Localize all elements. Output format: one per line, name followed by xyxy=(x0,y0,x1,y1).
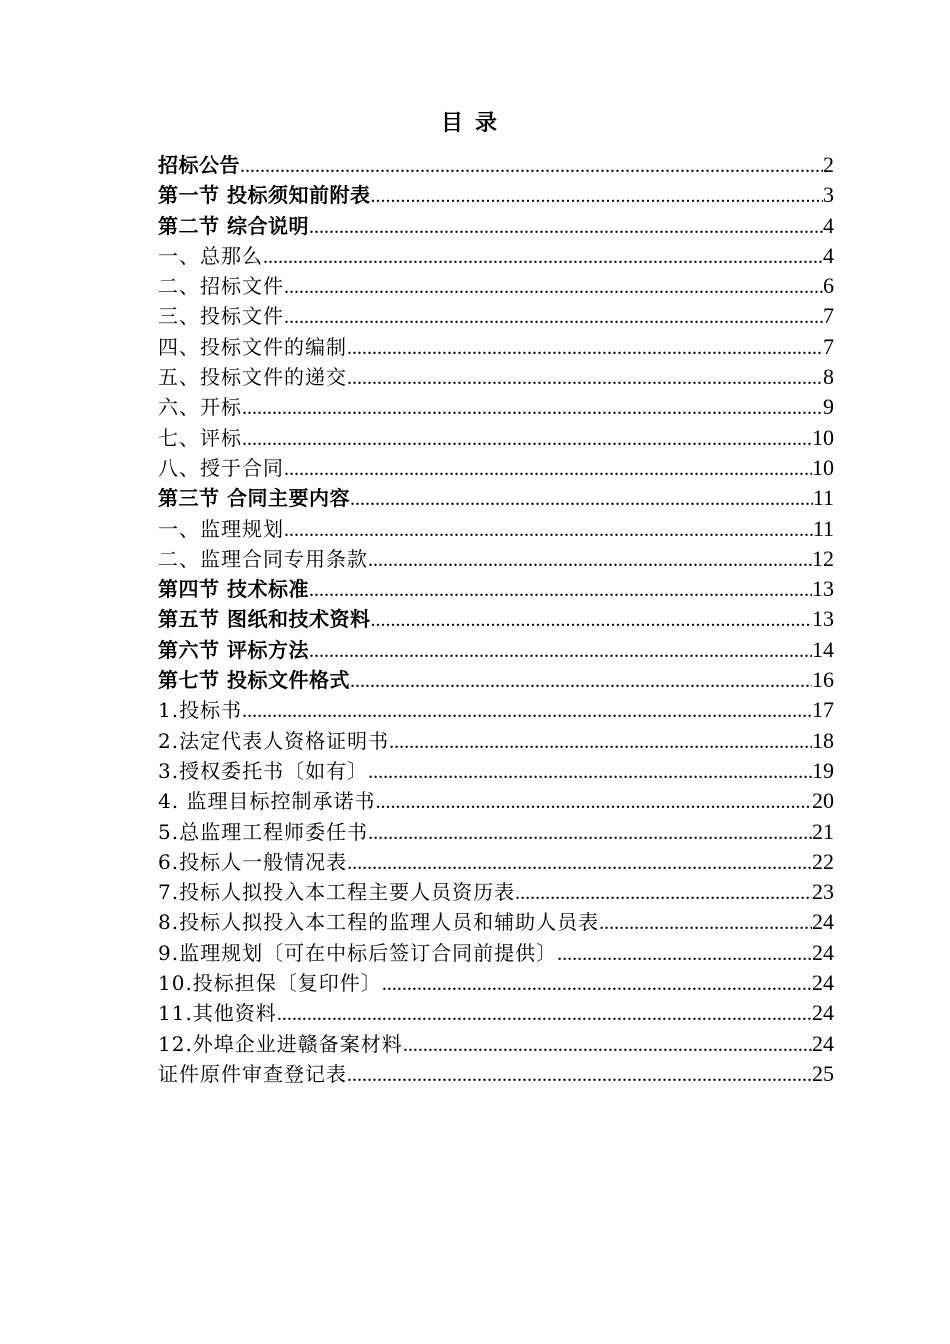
toc-entry-label: 9.监理规划〔可在中标后签订合同前提供〕 xyxy=(158,940,558,965)
toc-entry[interactable] xyxy=(158,423,834,453)
toc-entry[interactable] xyxy=(158,786,834,816)
toc-dot-leader xyxy=(284,454,812,483)
toc-entry-page-number: 14 xyxy=(812,636,834,662)
toc-entry-page-number: 25 xyxy=(812,1060,834,1086)
toc-dot-leader xyxy=(242,393,823,422)
toc-entry-page-number: 19 xyxy=(812,757,834,783)
toc-entry-label: 3.授权委托书〔如有〕 xyxy=(158,758,369,783)
toc-entry-page-number: 3 xyxy=(823,182,834,208)
toc-dot-leader xyxy=(368,545,812,574)
toc-entry[interactable] xyxy=(158,211,834,241)
toc-dot-leader xyxy=(515,878,812,907)
toc-entry-label: 五、投标文件的递交 xyxy=(158,365,347,390)
toc-dot-leader xyxy=(240,151,823,180)
toc-entry-label: 四、投标文件的编制 xyxy=(158,334,347,359)
toc-entry-label: 第六节 评标方法 xyxy=(158,637,309,662)
toc-entry[interactable] xyxy=(158,241,834,271)
toc-entry-page-number: 11 xyxy=(812,515,834,541)
toc-dot-leader xyxy=(368,818,812,847)
toc-entry-page-number: 20 xyxy=(812,788,834,814)
toc-entry[interactable] xyxy=(158,847,834,877)
toc-dot-leader xyxy=(347,848,812,877)
toc-entry-page-number: 4 xyxy=(823,212,834,238)
toc-entry-label: 八、授于合同 xyxy=(158,455,284,480)
toc-entry-label: 招标公告 xyxy=(158,153,240,177)
toc-dot-leader xyxy=(347,363,823,392)
toc-entry-label: 10.投标担保〔复印件〕 xyxy=(158,971,382,996)
toc-entry[interactable] xyxy=(158,968,834,998)
toc-entry-page-number: 22 xyxy=(812,848,834,874)
toc-entry-label: 1.投标书 xyxy=(158,698,243,723)
toc-entry-label: 第五节 图纸和技术资料 xyxy=(158,607,371,632)
toc-dot-leader xyxy=(350,666,812,695)
toc-dot-leader xyxy=(347,333,823,362)
toc-entry[interactable] xyxy=(158,938,834,968)
toc-entry[interactable] xyxy=(158,907,834,937)
toc-entry[interactable] xyxy=(158,817,834,847)
toc-entry-page-number: 8 xyxy=(823,364,834,390)
toc-dot-leader xyxy=(242,696,812,725)
toc-dot-leader xyxy=(277,999,812,1028)
toc-entry-label: 11.其他资料 xyxy=(158,1001,277,1026)
toc-entry[interactable] xyxy=(158,635,834,665)
toc-dot-leader xyxy=(263,242,823,271)
toc-entry[interactable] xyxy=(158,301,834,331)
toc-title: 目录 xyxy=(440,110,509,136)
toc-entry-label: 三、投标文件 xyxy=(158,304,284,329)
toc-entry-page-number: 24 xyxy=(812,939,834,965)
toc-entry-page-number: 13 xyxy=(812,606,834,632)
toc-entry[interactable] xyxy=(158,1029,834,1059)
toc-dot-leader xyxy=(389,727,812,756)
toc-dot-leader xyxy=(375,787,812,816)
toc-entry[interactable] xyxy=(158,604,834,634)
toc-list xyxy=(158,150,834,1089)
toc-entry[interactable] xyxy=(158,180,834,210)
toc-entry-label: 7.投标人拟投入本工程主要人员资历表 xyxy=(158,880,516,905)
toc-entry[interactable] xyxy=(158,150,834,180)
toc-entry-label: 2.法定代表人资格证明书 xyxy=(158,728,390,753)
toc-entry-page-number: 24 xyxy=(812,909,834,935)
toc-entry[interactable] xyxy=(158,362,834,392)
toc-entry-page-number: 10 xyxy=(812,424,834,450)
toc-entry-label: 第一节 投标须知前附表 xyxy=(158,183,371,208)
toc-entry-page-number: 24 xyxy=(812,1030,834,1056)
toc-entry-page-number: 17 xyxy=(812,697,834,723)
toc-dot-leader xyxy=(599,908,812,937)
toc-entry-page-number: 18 xyxy=(812,727,834,753)
toc-entry-label: 六、开标 xyxy=(158,395,242,420)
toc-dot-leader xyxy=(242,424,812,453)
toc-entry[interactable] xyxy=(158,574,834,604)
toc-entry-label: 第二节 综合说明 xyxy=(158,213,309,238)
toc-entry[interactable] xyxy=(158,1059,834,1089)
toc-entry-page-number: 12 xyxy=(812,545,834,571)
toc-entry[interactable] xyxy=(158,544,834,574)
toc-dot-leader xyxy=(370,605,812,634)
toc-entry[interactable] xyxy=(158,998,834,1028)
toc-entry-page-number: 2 xyxy=(823,152,834,177)
toc-dot-leader xyxy=(309,575,812,604)
toc-entry-label: 一、监理规划 xyxy=(158,516,284,541)
toc-entry-label: 第七节 投标文件格式 xyxy=(158,668,350,693)
toc-entry-page-number: 24 xyxy=(812,970,834,996)
toc-entry-label: 二、招标文件 xyxy=(158,274,284,299)
toc-entry-label: 二、监理合同专用条款 xyxy=(158,546,368,571)
toc-entry-label: 第三节 合同主要内容 xyxy=(158,486,350,511)
toc-dot-leader xyxy=(557,939,812,968)
toc-entry-label: 12.外埠企业进赣备案材料 xyxy=(158,1031,403,1056)
toc-entry[interactable] xyxy=(158,726,834,756)
toc-dot-leader xyxy=(350,484,813,513)
toc-entry[interactable] xyxy=(158,665,834,695)
toc-entry-page-number: 21 xyxy=(812,818,834,844)
toc-dot-leader xyxy=(284,272,823,301)
toc-dot-leader xyxy=(368,757,812,786)
toc-entry-label: 6.投标人一般情况表 xyxy=(158,849,348,874)
toc-dot-leader xyxy=(284,515,813,544)
toc-entry[interactable] xyxy=(158,453,834,483)
toc-entry[interactable] xyxy=(158,756,834,786)
toc-dot-leader xyxy=(284,302,823,331)
toc-dot-leader xyxy=(382,969,812,998)
toc-entry-label: 一、总那么 xyxy=(158,243,263,268)
toc-entry-label: 七、评标 xyxy=(158,425,242,450)
toc-entry-label: 第四节 技术标准 xyxy=(158,577,309,602)
toc-entry-page-number: 6 xyxy=(823,273,834,299)
toc-dot-leader xyxy=(347,1060,812,1089)
toc-entry-page-number: 23 xyxy=(812,879,834,905)
toc-entry[interactable] xyxy=(158,483,834,513)
toc-entry-label: 4. 监理目标控制承诺书 xyxy=(158,789,376,814)
toc-entry-label: 5.总监理工程师委任书 xyxy=(158,819,369,844)
toc-entry-page-number: 13 xyxy=(812,576,834,602)
toc-entry[interactable] xyxy=(158,695,834,725)
toc-entry-page-number: 7 xyxy=(823,303,834,329)
toc-entry-page-number: 9 xyxy=(823,394,834,420)
toc-entry[interactable] xyxy=(158,332,834,362)
toc-entry-page-number: 11 xyxy=(812,485,834,511)
toc-dot-leader xyxy=(309,212,823,241)
toc-entry[interactable] xyxy=(158,271,834,301)
toc-entry-label: 证件原件审查登记表 xyxy=(158,1061,347,1086)
toc-entry-page-number: 24 xyxy=(812,1000,834,1026)
toc-entry-page-number: 10 xyxy=(812,454,834,480)
toc-dot-leader xyxy=(403,1030,812,1059)
toc-entry[interactable] xyxy=(158,392,834,422)
toc-entry-page-number: 4 xyxy=(823,242,834,268)
toc-entry[interactable] xyxy=(158,877,834,907)
toc-entry-label: 8.投标人拟投入本工程的监理人员和辅助人员表 xyxy=(158,910,600,935)
toc-dot-leader xyxy=(309,636,812,665)
toc-entry[interactable] xyxy=(158,514,834,544)
toc-entry-page-number: 16 xyxy=(812,667,834,693)
toc-entry-page-number: 7 xyxy=(823,333,834,359)
toc-dot-leader xyxy=(370,181,823,210)
